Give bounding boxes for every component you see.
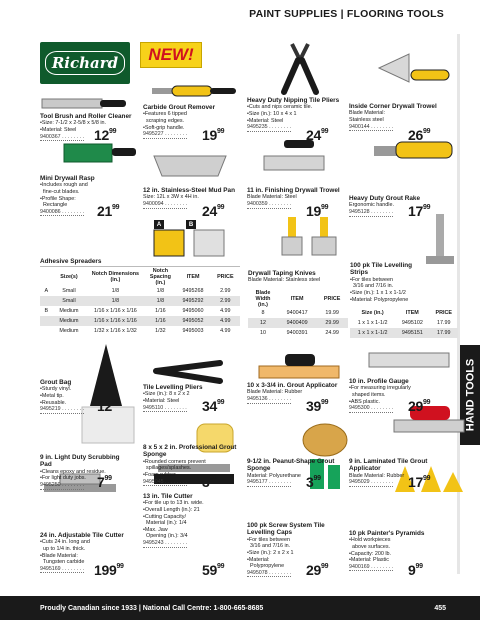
table-cell: Medium	[59, 308, 79, 314]
spreaders-col-dim: Notch Dimensions (in.)	[91, 271, 140, 283]
product-detail: Blade Material:	[349, 110, 385, 117]
product-block	[143, 493, 243, 548]
footer-text: Proudly Canadian since 1933 | National Call Centre: 1-800-665-8685	[40, 604, 264, 612]
table-cell: 1 x 1 x 1-1/2	[350, 328, 395, 338]
product-price: $24^{99}$	[306, 127, 329, 143]
table-cell: 9400417	[286, 310, 308, 316]
new-badge: NEW!	[140, 42, 202, 68]
taping-row	[248, 308, 348, 318]
product-detail: above surfaces.	[349, 544, 391, 550]
product-title: Carbide Grout Remover	[143, 104, 216, 111]
levelling-title: 100 pk Tile Levelling Strips	[350, 262, 413, 277]
spreaders-body	[40, 286, 240, 336]
product-title: 9-1/2 in. Peanut-Shape Grout Sponge	[247, 458, 335, 473]
table-cell: 10	[260, 330, 266, 336]
table-cell: 4.99	[211, 316, 240, 326]
levelling-col-item: ITEM	[405, 310, 419, 316]
levelling-row	[350, 318, 458, 328]
mud-pan-image	[150, 150, 230, 180]
levelling-block	[350, 262, 430, 303]
page-number: 455	[434, 604, 446, 612]
product-detail: Stainless steel	[349, 117, 384, 123]
product-title: Heavy Duty Grout Rake	[349, 195, 421, 202]
page-header: PAINT SUPPLIES | FLOORING TOOLS	[249, 8, 444, 20]
table-cell: 1/32	[155, 328, 166, 334]
levelling-body	[350, 318, 458, 338]
product-price: $3^{99}$	[306, 474, 321, 490]
product-detail: •Includes rough and	[40, 182, 88, 189]
product-title: Tile Levelling Pliers	[143, 384, 203, 391]
spreaders-col-group	[40, 268, 53, 286]
table-cell: 4.99	[220, 328, 231, 334]
product-detail: •Blade Material:	[40, 552, 78, 559]
spreaders-table	[40, 268, 240, 336]
table-cell: 2.99	[211, 296, 240, 306]
product-block	[247, 522, 347, 577]
table-cell: 1 x 1 x 1-1/2	[357, 320, 388, 326]
product-sku: 9495136 . . . . . . . .	[247, 396, 292, 402]
table-cell: 9495003	[182, 328, 204, 334]
product-detail: Tungsten carbide	[40, 559, 85, 566]
levelling-row	[350, 328, 458, 338]
product-detail: •Size (in.): 10 x 4 x 1	[247, 111, 297, 117]
product-title: 100 pk Screw System Tile Levelling Caps	[247, 522, 325, 537]
spreader-b-marker: B	[186, 220, 196, 229]
product-detail: •Material: Steel	[143, 398, 180, 404]
table-cell: 1/8	[145, 296, 175, 306]
product-price: $29^{99}$	[306, 562, 329, 578]
spreader-row	[40, 296, 240, 306]
product-block	[349, 103, 449, 131]
product-detail: •Cutting Capacity/	[143, 513, 186, 520]
product-title: 10 x 3-3/4 in. Grout Applicator	[247, 382, 338, 389]
product-price: $21^{99}$	[97, 203, 120, 219]
levelling-strips-image	[420, 210, 460, 270]
taping-body	[248, 308, 348, 338]
product-title: 9 in. Laminated Tile Grout Applicator	[349, 458, 428, 473]
product-sku: 9495045 . . . . . . . .	[143, 478, 188, 485]
product-detail: •Size (in.): 8 x 2 x 2	[143, 391, 190, 398]
product-block	[247, 187, 347, 209]
taping-col-price: PRICE	[323, 296, 341, 302]
product-detail: •For tile up to 13 in. wide.	[143, 500, 204, 507]
brush-cleaner-image	[40, 95, 130, 113]
product-block	[247, 97, 347, 132]
product-detail: •Foam rubber.	[143, 472, 177, 478]
table-cell: 9495052	[175, 316, 210, 326]
table-cell: 29.99	[316, 318, 348, 328]
taping-col-width: Blade Width (in.)	[255, 290, 271, 308]
taping-row	[248, 318, 348, 328]
product-sku: 9400359 . . . . . . . .	[247, 201, 292, 207]
product-sku: 9495219 . . . . . . . .	[40, 406, 85, 413]
table-cell: Small	[53, 296, 86, 306]
product-detail: •Overall Length (in.): 21	[143, 507, 200, 513]
spreaders-col-size: Size(s)	[60, 274, 78, 280]
product-detail: •Cleans epoxy and residue.	[40, 468, 106, 475]
product-block	[247, 382, 352, 404]
product-detail: •Max. Jaw	[143, 526, 168, 533]
product-detail: •Rounded corners prevent	[143, 458, 206, 465]
spreaders-rule	[40, 266, 240, 267]
spreaders-col-price: PRICE	[217, 274, 234, 280]
spreaders-title: Adhesive Spreaders	[40, 258, 102, 265]
product-detail: scraping edges.	[143, 118, 185, 124]
table-cell: 1/16	[155, 308, 166, 314]
product-detail: up to 1/4 in. thick.	[40, 546, 86, 552]
product-title: 24 in. Adjustable Tile Cutter	[40, 532, 124, 539]
product-detail: Ergonomic handle.	[349, 202, 394, 209]
table-cell: 1/8	[85, 296, 145, 306]
product-sku: 9495227 . . . . . . . .	[143, 131, 188, 138]
brand-logo-text: Richard	[45, 51, 125, 75]
table-cell: B	[44, 308, 49, 314]
product-title: 10 pk Painter's Pyramids	[349, 530, 425, 537]
product-detail: •Size: 7-1/2 x 2-5/8 x 5/8 in.	[40, 120, 107, 127]
product-detail: •Size (in.): 2 x 2 x 1	[247, 550, 294, 556]
levelling-detail: •For tiles between	[350, 276, 393, 283]
product-block	[143, 104, 243, 139]
spreaders-col-item: ITEM	[186, 274, 200, 280]
table-cell: 9495102	[401, 320, 423, 326]
product-title: Heavy Duty Nipping Tile Pliers	[247, 97, 340, 104]
table-cell: Medium	[53, 316, 86, 326]
table-cell: 1/32 x 1/16 x 1/32	[93, 328, 137, 334]
table-cell: 9400409	[278, 318, 316, 328]
product-title: Tool Brush and Roller Cleaner	[40, 113, 132, 120]
table-cell: 9495151	[395, 328, 429, 338]
product-detail: Blade Material: Rubber	[349, 472, 405, 479]
table-cell: 8	[261, 310, 265, 316]
table-cell: 1/16 x 1/16 x 1/16	[85, 316, 145, 326]
product-detail: •Hold workpieces	[349, 537, 391, 544]
product-price: $12^{99}$	[94, 127, 117, 143]
product-price: $17^{99}$	[408, 203, 431, 219]
product-title: Inside Corner Drywall Trowel	[349, 103, 437, 110]
table-cell: 1/16 x 1/16 x 1/16	[93, 308, 137, 314]
product-detail: •For light duty jobs.	[40, 475, 86, 482]
product-detail: •Sturdy vinyl.	[40, 386, 72, 393]
table-cell: 9495268	[182, 288, 204, 294]
product-block	[349, 530, 449, 571]
product-detail: Material (in.): 1/4	[143, 520, 187, 527]
product-price: $29^{99}$	[408, 398, 431, 414]
product-title: 11 in. Finishing Drywall Trowel	[247, 187, 340, 194]
levelling-table	[350, 308, 458, 338]
table-cell: 9495060	[182, 308, 204, 314]
grout-remover-image	[150, 80, 240, 102]
spreader-row	[40, 316, 240, 326]
product-price: $19^{99}$	[306, 203, 329, 219]
product-detail: Rectangle	[40, 202, 68, 209]
product-title: Mini Drywall Rasp	[40, 175, 95, 182]
product-detail: Blade Material: Steel	[247, 194, 297, 201]
table-cell: 4.99	[220, 308, 231, 314]
product-title: 10 in. Profile Gauge	[349, 378, 409, 385]
product-price: $17^{99}$	[408, 474, 431, 490]
product-sku: 9495169 . . . . . . . .	[40, 565, 85, 572]
product-detail: Opening (in.): 3/4	[143, 533, 188, 540]
table-cell: 17.99	[429, 328, 458, 338]
product-sku: 9400086 . . . . . . . .	[40, 208, 85, 215]
product-block	[143, 444, 243, 486]
taping-block	[248, 270, 348, 284]
product-sku: 9400094 . . . . . . . .	[143, 201, 188, 207]
spreaders-col-spacing: Notch Spacing (in.)	[149, 268, 171, 286]
product-detail: •Features 6 tipped	[143, 111, 187, 118]
product-price: $39^{99}$	[306, 398, 329, 414]
table-cell	[40, 296, 53, 306]
page-footer	[0, 596, 480, 620]
table-cell: A	[44, 288, 49, 294]
levelling-col-price: PRICE	[435, 310, 452, 316]
product-price: $34^{99}$	[202, 398, 225, 414]
levelling-detail: •Size (in.): 1 x 1 x 1-1/2	[350, 290, 406, 296]
table-cell: 17.99	[436, 320, 451, 326]
product-price: $19^{99}$	[202, 127, 225, 143]
product-detail: Blade Material: Rubber	[247, 389, 303, 396]
product-detail: spillages/splashes.	[143, 465, 192, 472]
product-sku: 9400367 . . . . . . . .	[40, 133, 85, 140]
product-price: $7^{99}$	[97, 474, 112, 490]
product-detail: •Cuts and nips ceramic tile.	[247, 104, 313, 111]
product-sku: 9495235 . . . . . . . .	[247, 124, 292, 131]
levelling-lines	[350, 277, 430, 303]
product-sku: 9495177 . . . . . . . .	[247, 479, 292, 486]
product-detail: •Profile Shape:	[40, 195, 76, 202]
table-cell: 2.99	[220, 288, 231, 294]
product-block	[349, 458, 449, 487]
product-detail: shaped items.	[349, 392, 386, 398]
product-detail: Size: 12L x 3W x 4H in.	[143, 194, 199, 201]
product-detail: •ABS plastic.	[349, 398, 380, 405]
product-block	[40, 454, 130, 490]
taping-table	[248, 290, 348, 338]
product-price: $26^{99}$	[408, 127, 431, 143]
spreaders-image	[150, 226, 230, 258]
product-sku: 9400169 . . . . . . . .	[349, 563, 394, 570]
product-title: 12 in. Stainless-Steel Mud Pan	[143, 187, 235, 194]
product-detail: •For measuring irregularly	[349, 385, 411, 392]
product-sku: 9495128 . . . . . . . .	[349, 209, 394, 215]
grout-applicator-image	[255, 350, 345, 382]
product-detail: fine-cut blades.	[40, 189, 80, 195]
product-sku: 9495300 . . . . . . . .	[349, 405, 394, 412]
product-detail: •Material: Steel	[247, 117, 284, 124]
hand-tools-tab-label: HAND TOOLS	[464, 358, 476, 432]
product-block	[349, 195, 449, 217]
table-cell: 1/16	[145, 316, 175, 326]
product-detail: •Material:	[247, 556, 270, 563]
table-cell	[40, 316, 53, 326]
product-price: $3^{99}$	[202, 474, 217, 490]
product-title: Grout Bag	[40, 379, 72, 386]
table-cell: 19.99	[325, 310, 339, 316]
product-price: $9^{99}$	[408, 562, 423, 578]
levelling-col-size: Size (in.)	[361, 310, 384, 316]
levelling-detail: •Material: Polypropylene	[350, 296, 409, 303]
product-detail: •Material: Steel	[40, 127, 77, 133]
table-cell: 24.99	[325, 330, 339, 336]
product-price: $12^{99}$	[97, 398, 120, 414]
product-detail: •Metal tip.	[40, 393, 64, 399]
product-sku: 9495250 . . . . . . . .	[40, 482, 85, 488]
product-detail: 3/16 and 7/16 in.	[247, 543, 291, 550]
taping-row	[248, 328, 348, 338]
product-detail: Polypropylene	[247, 563, 285, 570]
product-detail: •Capacity: 200 lb.	[349, 550, 392, 557]
product-detail: Material: Polyurethane	[247, 472, 301, 479]
table-cell: 12	[248, 318, 278, 328]
table-cell: 9495292	[175, 296, 210, 306]
product-title: 13 in. Tile Cutter	[143, 493, 193, 500]
product-sku: 9495110 . . . . . . . .	[143, 404, 187, 411]
table-cell: 1/8	[156, 288, 165, 294]
taping-knives-image	[280, 215, 350, 260]
product-block	[40, 113, 140, 141]
product-block	[143, 187, 243, 209]
levelling-detail: 3/16 and 7/16 in.	[350, 283, 394, 290]
nipping-pliers-image	[270, 36, 330, 98]
spreader-row	[40, 286, 240, 296]
table-cell: 9400391	[286, 330, 308, 336]
product-sku: 9495078 . . . . . . . .	[247, 569, 292, 576]
product-detail: •Material: Plastic	[349, 557, 389, 564]
peanut-sponge-image	[300, 420, 350, 460]
product-block	[349, 378, 449, 413]
spreader-row	[40, 306, 240, 316]
product-price: $24^{99}$	[202, 203, 225, 219]
product-block	[247, 458, 347, 487]
product-title: 9 in. Light Duty Scrubbing Pad	[40, 454, 120, 469]
product-title: 8 x 5 x 2 in. Professional Grout Sponge	[143, 444, 237, 459]
corner-trowel-image	[375, 48, 453, 96]
spreader-row	[40, 326, 240, 336]
table-cell: 1/8	[111, 288, 120, 294]
product-sku: 9495029 . . . . . . . .	[349, 479, 394, 486]
taping-subtitle: Blade Material: Stainless steel	[248, 277, 321, 284]
table-cell: Medium	[59, 328, 79, 334]
brand-logo	[40, 42, 130, 84]
product-detail: •Cuts 24 in. long and	[40, 539, 90, 546]
product-price: $199^{99}$	[94, 562, 124, 578]
product-detail: •Soft-grip handle.	[143, 124, 185, 131]
product-price: $59^{99}$	[202, 562, 225, 578]
product-sku: 9495243 . . . . . . . .	[143, 539, 188, 546]
product-detail: •For tiles between	[247, 536, 290, 543]
product-detail: •Reusable.	[40, 399, 67, 406]
table-cell	[40, 326, 53, 336]
taping-title: Drywall Taping Knives	[248, 270, 316, 277]
product-sku: 9400144 . . . . . . . .	[349, 123, 394, 130]
table-cell: Small	[62, 288, 76, 294]
taping-col-item: ITEM	[290, 296, 304, 302]
spreader-a-marker: A	[154, 220, 164, 229]
profile-gauge-image	[365, 345, 455, 375]
